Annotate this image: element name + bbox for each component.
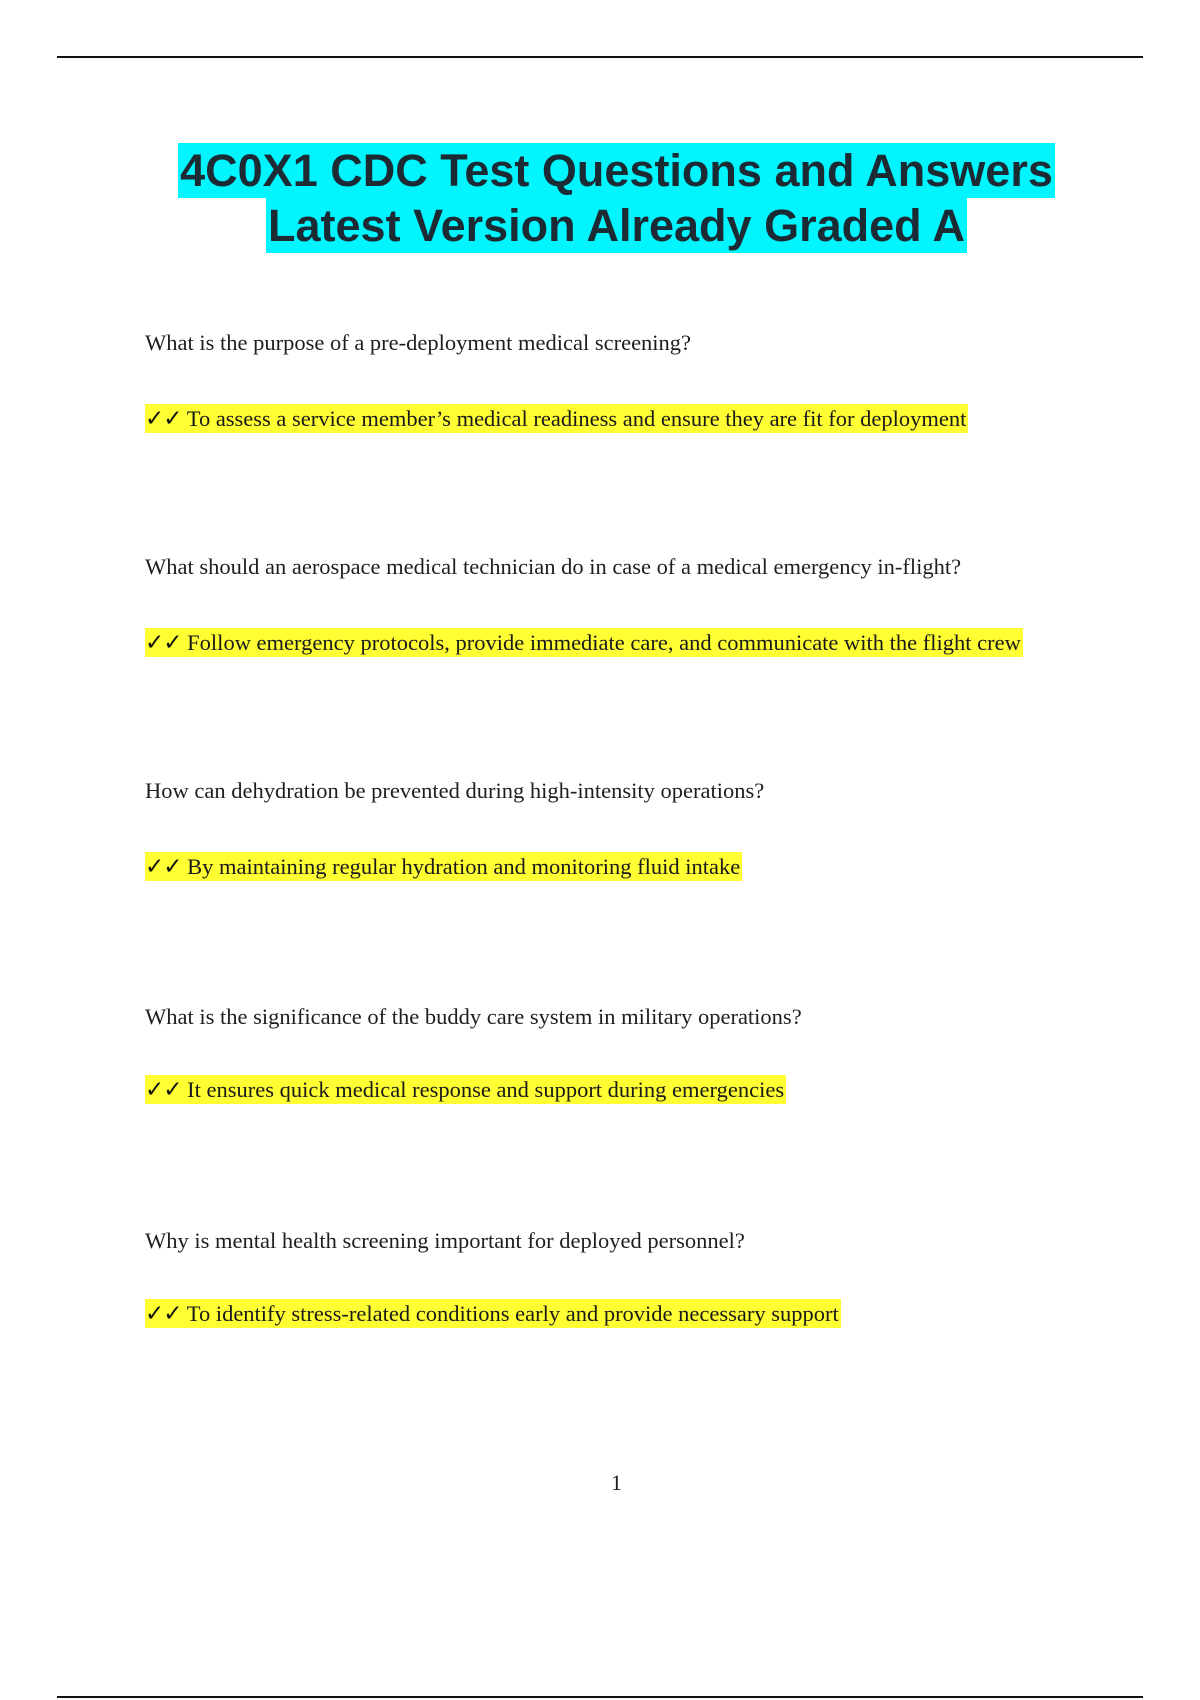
qa-item <box>145 329 1145 433</box>
check-icon: ✓✓ <box>145 406 182 432</box>
question-text: What should an aerospace medical technician do in case of a medical emergency in-flight? <box>145 554 962 579</box>
answer-text: To assess a service member’s medical readiness and ensure they are fit for deployment <box>186 406 967 431</box>
answer-highlight <box>145 852 742 881</box>
answer-row <box>145 1076 1145 1104</box>
question-text: What is the significance of the buddy care system in military operations? <box>145 1004 802 1029</box>
check-icon: ✓✓ <box>145 854 182 880</box>
qa-item <box>145 1227 1145 1328</box>
title-line-1: 4C0X1 CDC Test Questions and Answers <box>180 145 1053 196</box>
question-text: What is the purpose of a pre-deployment medical screening? <box>145 330 692 355</box>
answer-text: By maintaining regular hydration and monitoring fluid intake <box>187 854 741 879</box>
question-text: How can dehydration be prevented during high-intensity operations? <box>145 778 765 803</box>
bottom-rule <box>57 1696 1143 1698</box>
document-title <box>0 143 1200 253</box>
answer-row <box>145 853 1145 881</box>
page-number: 1 <box>611 1470 622 1495</box>
answer-highlight <box>145 1299 841 1328</box>
answer-text: Follow emergency protocols, provide immediate care, and communicate with the flight crew <box>187 630 1021 655</box>
check-icon: ✓✓ <box>145 630 182 656</box>
answer-highlight <box>145 1075 786 1104</box>
qa-item <box>145 1003 1145 1104</box>
answer-row <box>145 405 1145 433</box>
answer-text: To identify stress-related conditions early and provide necessary support <box>186 1301 839 1326</box>
top-rule <box>57 56 1143 58</box>
answer-highlight <box>145 404 968 433</box>
check-icon: ✓✓ <box>145 1077 182 1103</box>
answer-row <box>145 629 1145 657</box>
qa-item <box>145 553 1145 657</box>
answer-highlight <box>145 628 1023 657</box>
title-line-2: Latest Version Already Graded A <box>268 200 965 251</box>
answer-row <box>145 1300 1145 1328</box>
check-icon: ✓✓ <box>145 1301 182 1327</box>
question-text: Why is mental health screening important for deployed personnel? <box>145 1228 745 1253</box>
qa-item <box>145 777 1145 881</box>
answer-text: It ensures quick medical response and support during emergencies <box>187 1077 785 1102</box>
